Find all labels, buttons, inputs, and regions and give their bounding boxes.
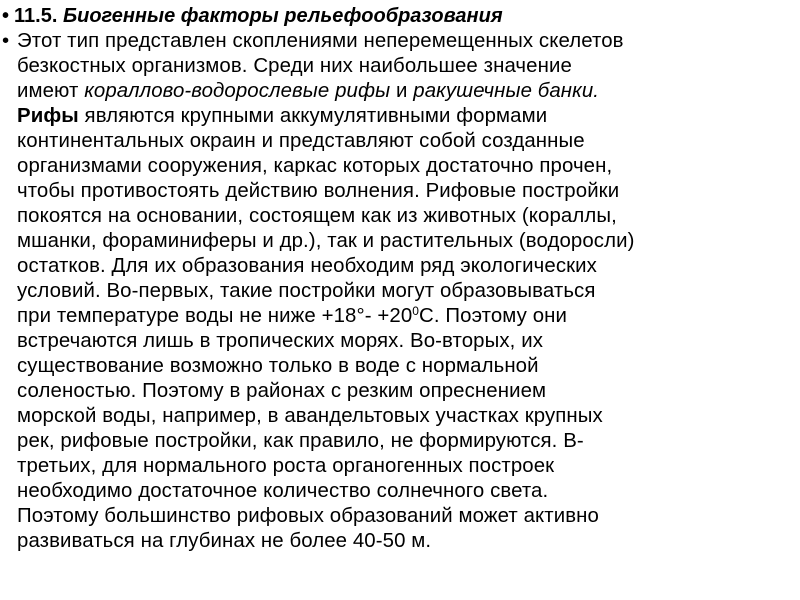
text-line-10: остатков. Для их образования необходим ряд экологических (17, 255, 597, 277)
heading-bullet: • (2, 5, 10, 27)
text-line-13: встречаются лишь в тропических морях. Во-вторых, их (17, 330, 543, 352)
text-line-16: морской воды, например, в авандельтовых участках крупных (17, 405, 603, 427)
text-line-3 (17, 79, 599, 103)
text-line-18: третьих, для нормального роста органогенных построек (17, 455, 555, 477)
text-line-2: безкостных организмов. Среди них наибольшее значение (17, 55, 572, 77)
paragraph-bullet-row (2, 29, 14, 53)
text-line-3-prefix: имеют (17, 80, 85, 102)
text-line-7: чтобы противостоять действию волнения. Рифовые постройки (17, 180, 620, 202)
text-line-14: существование возможно только в воде с нормальной (17, 355, 539, 377)
section-heading (2, 4, 503, 28)
text-line-4-rest: являются крупными аккумулятивными формами (78, 105, 548, 127)
text-line-21: развиваться на глубинах не более 40-50 м. (17, 530, 432, 552)
paragraph-bullet: • (2, 30, 10, 52)
text-line-12 (17, 304, 567, 328)
section-title: Биогенные факторы рельефообразования (57, 5, 503, 27)
text-line-20: Поэтому большинство рифовых образований может активно (17, 505, 599, 527)
section-number: 11.5. (14, 5, 58, 27)
text-line-17: рек, рифовые постройки, как правило, не формируются. В- (17, 430, 584, 452)
text-line-3-conj: и (390, 80, 414, 102)
text-line-12-suffix: С. Поэтому они (419, 305, 568, 327)
text-line-5: континентальных окраин и представляют собой созданные (17, 130, 585, 152)
text-line-6: организмами сооружения, каркас которых достаточно прочен, (17, 155, 613, 177)
text-line-19: необходимо достаточное количество солнечного света. (17, 480, 549, 502)
text-line-8: покоятся на основании, состоящем как из животных (кораллы, (17, 205, 617, 227)
term-reefs: Рифы (17, 105, 79, 127)
degree-superscript: 0 (412, 304, 420, 318)
text-line-15: соленостью. Поэтому в районах с резким опреснением (17, 380, 547, 402)
text-line-4 (17, 104, 547, 128)
text-line-11: условий. Во-первых, такие постройки могут образовываться (17, 280, 596, 302)
text-line-12-prefix: при температуре воды не ниже +18°- +20 (17, 305, 413, 327)
term-shell-banks: ракушечные банки. (413, 80, 600, 102)
text-line-1: Этот тип представлен скоплениями неперемещенных скелетов (17, 30, 624, 52)
text-line-9: мшанки, фораминиферы и др.), так и растительных (водоросли) (17, 230, 635, 252)
term-coral-reefs: кораллово-водорослевые рифы (84, 80, 391, 102)
